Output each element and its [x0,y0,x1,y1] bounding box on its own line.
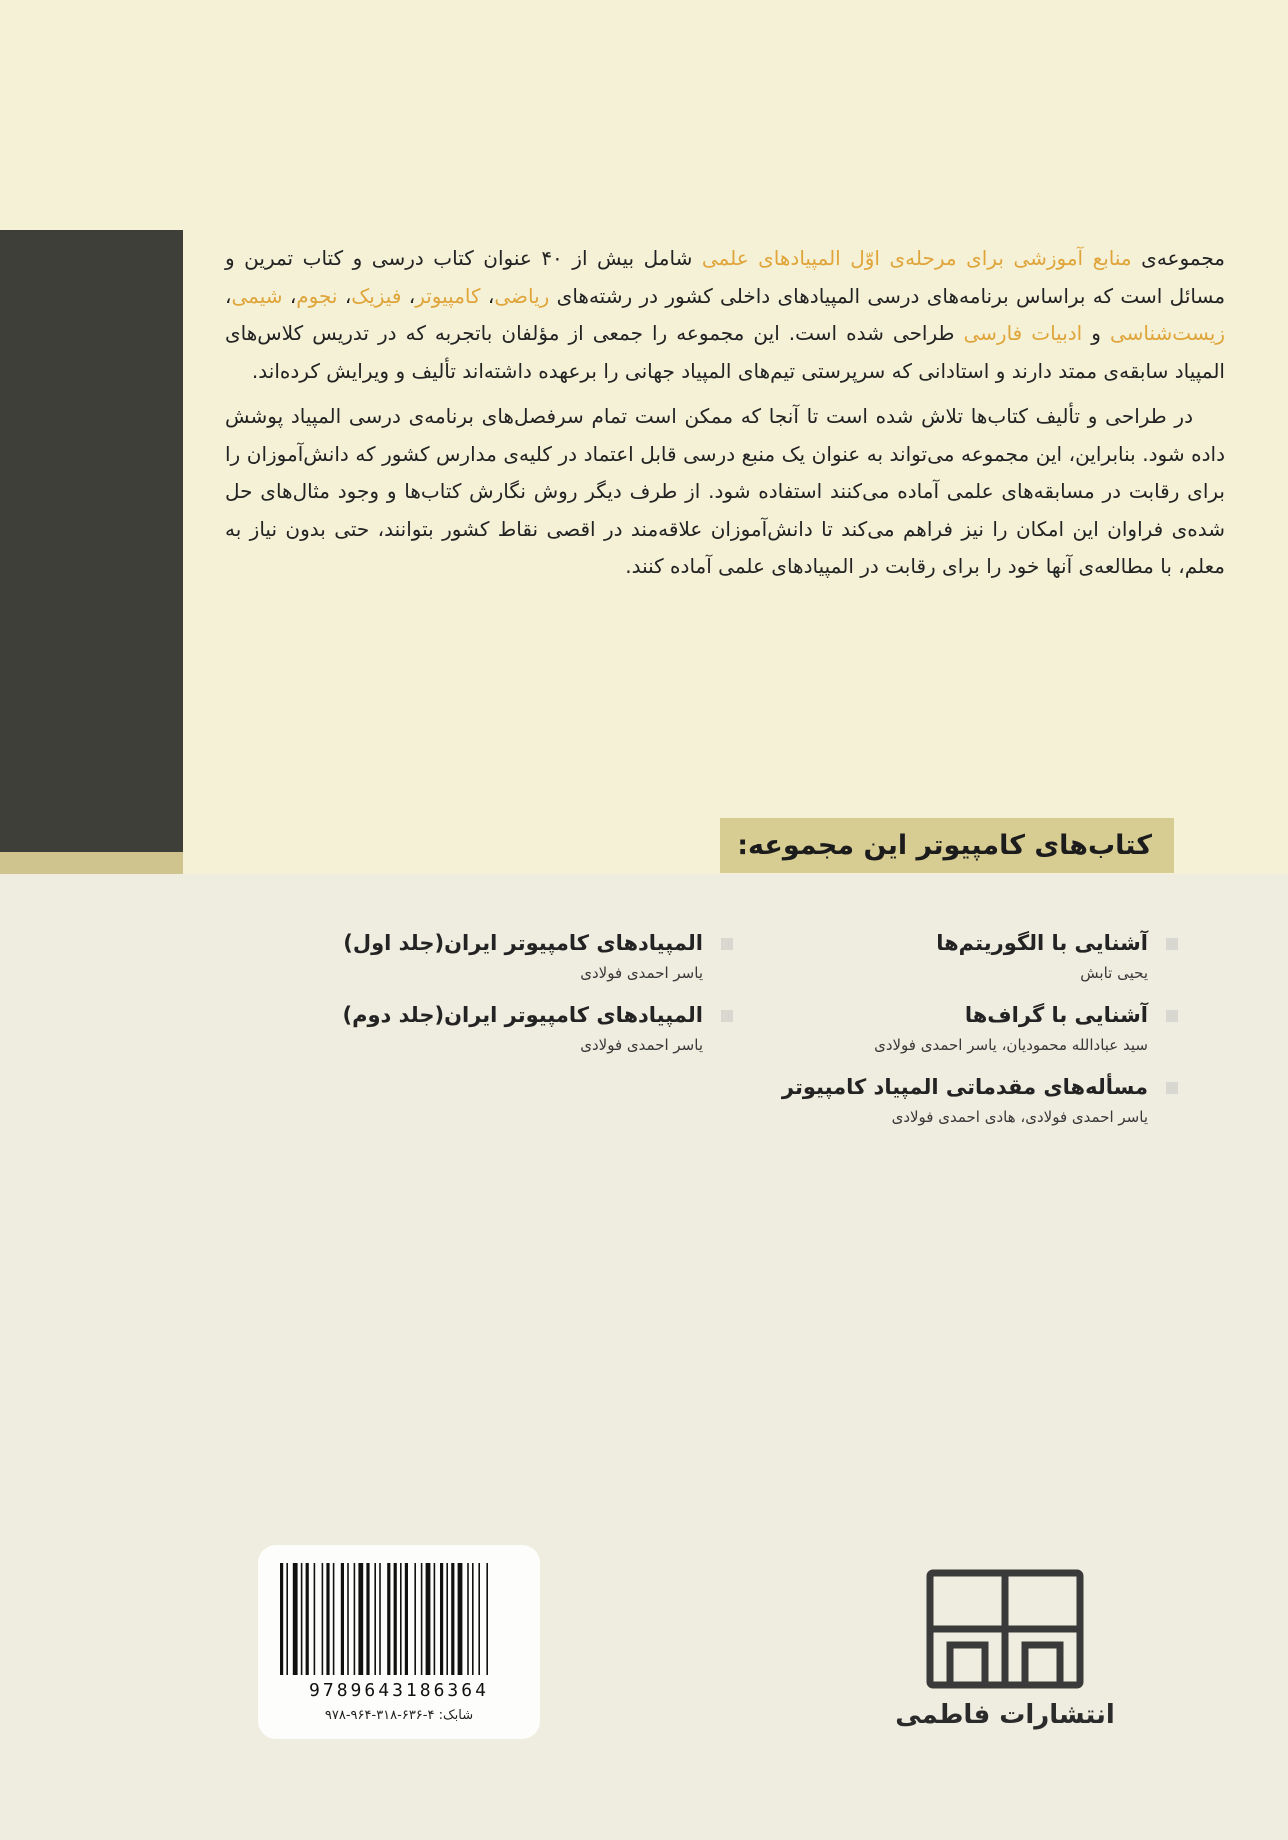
list-item [781,1072,1178,1132]
highlight-subject-math: ریاضی [494,283,550,308]
book-author: یحیی تابش [1080,964,1148,982]
bookshelf-icon [890,1565,1120,1695]
barcode-digits: 9789643186364 [309,1680,489,1701]
text-run: و [1082,321,1110,345]
books-section-header: کتاب‌های کامپیوتر این مجموعه: [720,818,1174,873]
barcode-icon [276,1563,522,1675]
highlight-series-name: منابع آموزشی برای مرحله‌ی اوّل المپیادهای علمی [701,246,1132,270]
highlight-subject-computer: کامپیوتر [415,283,481,308]
text-run: شامل بیش از ۴۰ عنوان کتاب درسی و کتاب تمرین و مسائل است که براساس برنامه‌های درسی المپیادهای داخلی کشور در رشته‌های [225,246,1226,308]
highlight-subject-astronomy: نجوم [296,283,338,308]
list-item [343,1000,733,1060]
publisher-name: انتشارات فاطمی [895,1700,1115,1730]
book-author: سید عبادالله محمودیان، یاسر احمدی فولادی [874,1036,1148,1054]
square-bullet-icon [1166,1010,1178,1022]
list-item [788,1000,1178,1060]
spine-band [0,230,183,874]
publisher-logo [890,1565,1120,1735]
square-bullet-icon [1166,938,1178,950]
book-title: المپیادهای کامپیوتر ایران(جلد اول) [343,931,703,955]
highlight-subject-chemistry: شیمی [231,283,283,308]
text-run: مجموعه‌ی [1131,246,1225,270]
book-list-right [781,928,1178,1144]
book-title: المپیادهای کامپیوتر ایران(جلد دوم) [342,1003,703,1027]
book-title: آشنایی با گراف‌ها [964,1003,1148,1027]
square-bullet-icon [1166,1082,1178,1094]
spine-accent [0,852,183,874]
isbn-line: شابک: ۴-۶۳۶-۳۱۸-۹۶۴-۹۷۸ [324,1708,474,1723]
book-list-left [343,928,733,1072]
text-run: ، [480,283,495,308]
book-author: یاسر احمدی فولادی [580,1036,703,1054]
highlight-subject-literature: ادبیات فارسی [963,321,1083,345]
book-title: مسأله‌های مقدماتی المپیاد کامپیوتر [781,1075,1148,1099]
text-run: ، [401,283,416,308]
intro-text [225,240,1225,586]
barcode-card [258,1545,540,1739]
text-run: ، [282,283,297,308]
highlight-subject-physics: فیزیک [351,283,402,308]
book-author: یاسر احمدی فولادی، هادی احمدی فولادی [891,1108,1148,1126]
text-run: طراحی شده است. این مجموعه را جمعی از مؤلفان باتجربه که در تدریس کلاس‌های المپیاد سابقه‌ی ممتد دارند و استادانی که سرپرستی تیم‌های المپیاد جهانی را برعهده داشته‌اند تألیف و ویرایش کرده‌اند. [225,321,1225,383]
book-author: یاسر احمدی فولادی [580,964,703,982]
list-item [788,928,1178,988]
square-bullet-icon [721,1010,733,1022]
intro-paragraph-2: در طراحی و تألیف کتاب‌ها تلاش شده است تا آنجا که ممکن است تمام سرفصل‌های برنامه‌ی درسی المپیاد پوشش داده شود. بنابراین، این مجموعه می‌تواند به عنوان یک منبع درسی قابل اعتماد در کلیه‌ی مدارس کشور که دانش‌آموزان را برای رقابت در مسابقه‌های علمی آماده می‌کنند استفاده شود. از طرف دیگر روش نگارش کتاب‌ها و وجود مثال‌های حل شده‌ی فراوان این امکان را نیز فراهم می‌کند تا دانش‌آموزان علاقه‌مند در اقصی نقاط کشور بتوانند، حتی بدون نیاز به معلم، با مطالعه‌ی آنها خود را برای رقابت در المپیادهای علمی آماده کنند. [225,404,1225,578]
list-item [343,928,733,988]
square-bullet-icon [721,938,733,950]
text-run: ، [337,283,352,308]
book-title: آشنایی با الگوریتم‌ها [936,931,1148,955]
highlight-subject-biology: زیست‌شناسی [1109,321,1226,345]
text-run: ، [225,283,232,308]
intro-paragraph-1 [225,240,1225,390]
